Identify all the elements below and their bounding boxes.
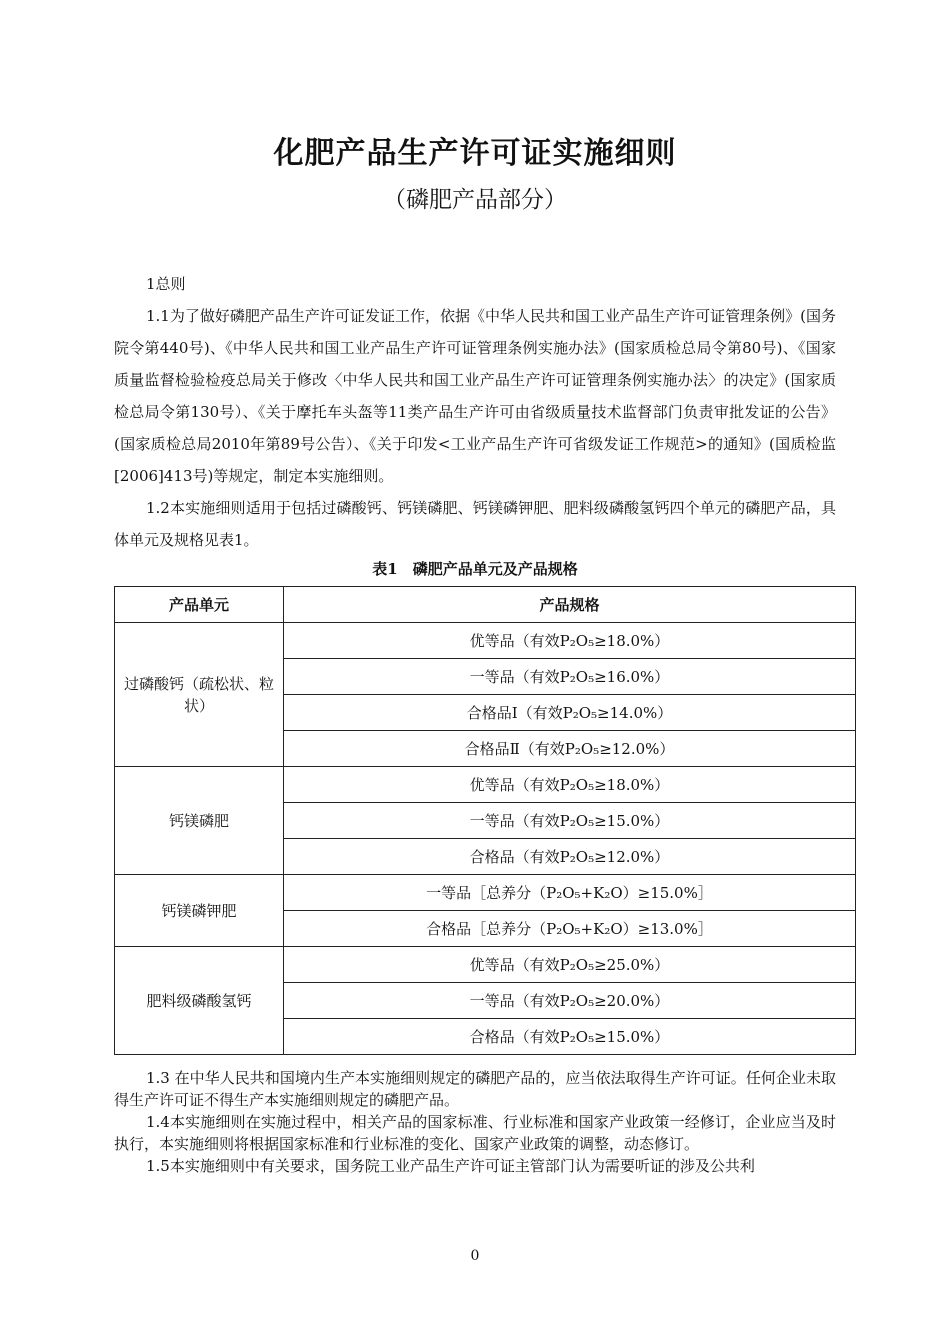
page-number: 0 <box>470 1248 480 1264</box>
product-spec-cell: 一等品（有效P₂O₅≥15.0%） <box>284 803 856 839</box>
product-unit-cell: 钙镁磷肥 <box>115 767 284 875</box>
paragraph-1-4: 1.4本实施细则在实施过程中，相关产品的国家标准、行业标准和国家产业政策一经修订，企业应当及时执行，本实施细则将根据国家标准和行业标准的变化、国家产业政策的调整，动态修订。 <box>114 1113 836 1153</box>
product-spec-cell: 合格品（有效P₂O₅≥12.0%） <box>284 839 856 875</box>
product-unit-cell: 钙镁磷钾肥 <box>115 875 284 947</box>
product-spec-cell: 合格品（有效P₂O₅≥15.0%） <box>284 1019 856 1055</box>
document-title: 化肥产品生产许可证实施细则 <box>273 136 677 171</box>
table-row <box>115 767 856 803</box>
document-body <box>114 268 836 1177</box>
table-caption: 表1 磷肥产品单元及产品规格 <box>372 560 578 578</box>
document-subtitle: （磷肥产品部分） <box>383 187 567 213</box>
paragraph-1-1: 1.1为了做好磷肥产品生产许可证发证工作，依据《中华人民共和国工业产品生产许可证管理条例》(国务院令第440号)、《中华人民共和国工业产品生产许可证管理条例实施办法》(国家质检总局令第80号)、《国家质量监督检验检疫总局关于修改〈中华人民共和国工业产品生产许可证管理条例实施办法〉的决定》(国家质检总局令第130号）、《关于摩托车头盔等11类产品生产许可由省级质量技术监督部门负责审批发证的公告》(国家质检总局2010年第89号公告）、《关于印发<工业产品生产许可省级发证工作规范>的通知》(国质检监[2006]413号)等规定，制定本实施细则。 <box>114 307 836 485</box>
product-spec-cell: 合格品Ⅱ（有效P₂O₅≥12.0%） <box>284 731 856 767</box>
product-spec-cell: 合格品［总养分（P₂O₅+K₂O）≥13.0%］ <box>284 911 856 947</box>
paragraph-1-3: 1.3 在中华人民共和国境内生产本实施细则规定的磷肥产品的，应当依法取得生产许可证。任何企业未取得生产许可证不得生产本实施细则规定的磷肥产品。 <box>114 1069 836 1109</box>
product-spec-cell: 合格品Ⅰ（有效P₂O₅≥14.0%） <box>284 695 856 731</box>
table-header-row <box>115 587 856 623</box>
product-spec-cell: 一等品［总养分（P₂O₅+K₂O）≥15.0%］ <box>284 875 856 911</box>
product-spec-cell: 优等品（有效P₂O₅≥18.0%） <box>284 767 856 803</box>
product-spec-cell: 优等品（有效P₂O₅≥18.0%） <box>284 623 856 659</box>
product-unit-cell: 过磷酸钙（疏松状、粒状） <box>115 623 284 767</box>
table-row <box>115 875 856 911</box>
paragraph-1-2: 1.2本实施细则适用于包括过磷酸钙、钙镁磷肥、钙镁磷钾肥、肥料级磷酸氢钙四个单元的磷肥产品，具体单元及规格见表1。 <box>114 499 836 549</box>
product-unit-cell: 肥料级磷酸氢钙 <box>115 947 284 1055</box>
product-spec-cell: 一等品（有效P₂O₅≥16.0%） <box>284 659 856 695</box>
product-spec-cell: 优等品（有效P₂O₅≥25.0%） <box>284 947 856 983</box>
table-row <box>115 947 856 983</box>
section-heading: 1总则 <box>146 275 186 293</box>
paragraph-1-5: 1.5本实施细则中有关要求，国务院工业产品生产许可证主管部门认为需要听证的涉及公共利 <box>146 1157 755 1175</box>
header-spec: 产品规格 <box>284 587 856 623</box>
after-table-section <box>114 1067 836 1177</box>
product-spec-cell: 一等品（有效P₂O₅≥20.0%） <box>284 983 856 1019</box>
spec-table <box>114 586 856 1055</box>
table-body <box>115 623 856 1055</box>
header-unit: 产品单元 <box>115 587 284 623</box>
table-row <box>115 623 856 659</box>
